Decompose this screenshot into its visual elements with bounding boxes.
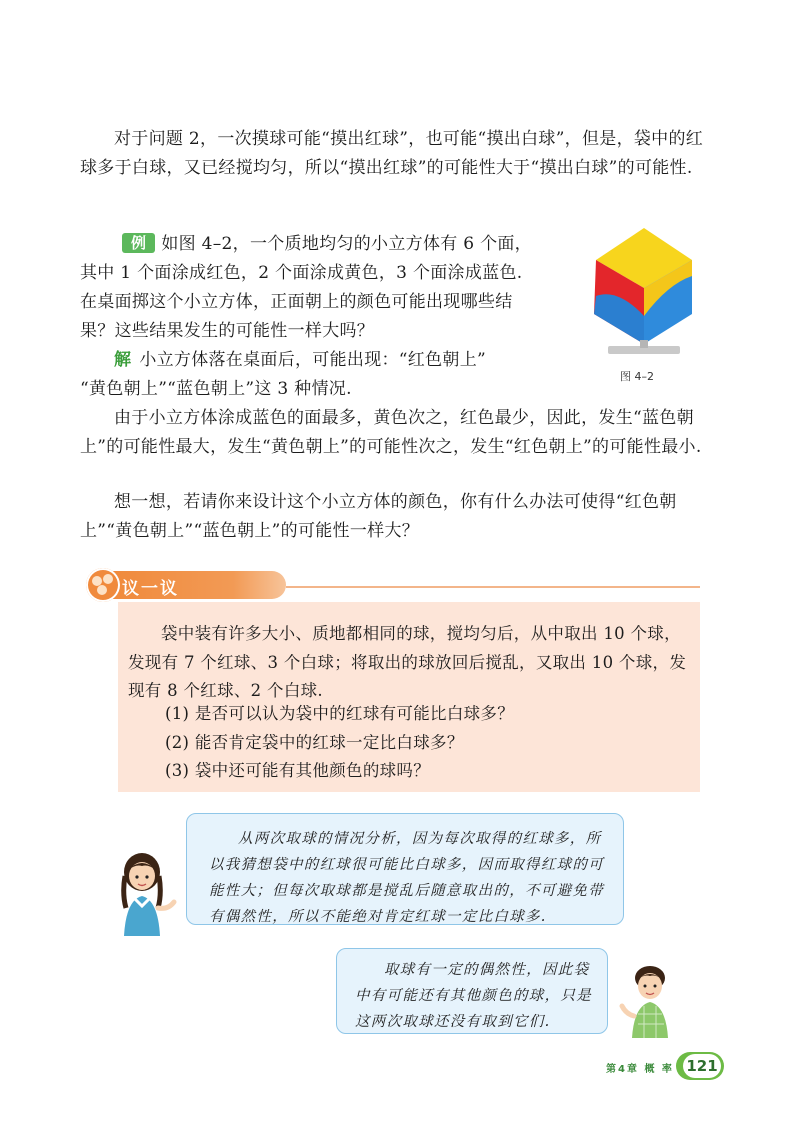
- boy-eye-right: [654, 985, 657, 988]
- speech-text-boy: 取球有一定的偶然性，因此袋中有可能还有其他颜色的球，只是这两次取球还没有取到它们.: [355, 962, 592, 1030]
- example-line-1: [80, 230, 585, 259]
- question-item-1: (1) 是否可以认为袋中的红球有可能比白球多？: [165, 704, 515, 723]
- footer-chapter: 第4章 概 率: [606, 1064, 674, 1075]
- solution-label: 解: [114, 350, 132, 370]
- question-list: [165, 700, 514, 786]
- girl-eye-right: [145, 875, 148, 878]
- cube-stand-post: [640, 340, 648, 348]
- girl-braid-left: [124, 876, 126, 908]
- paragraph-analysis: 由于小立方体涂成蓝色的面最多，黄色次之，红色最少，因此，发生“蓝色朝上”的可能性最大，发生“黄色朝上”的可能性次之，发生“红色朝上”的可能性最小.: [80, 408, 702, 457]
- girl-character: [112, 850, 178, 940]
- example-text-2: 其中 1 个面涂成红色，2 个面涂成黄色，3 个面涂成蓝色.: [80, 263, 523, 283]
- page-number: 121: [683, 1054, 721, 1078]
- discussion-divider: [286, 586, 700, 588]
- example-text-3: 在桌面掷这个小立方体，正面朝上的颜色可能出现哪些结: [80, 292, 513, 312]
- solution-line-1: [80, 346, 585, 375]
- boy-arm: [622, 1006, 634, 1016]
- speech-bubble-boy: [336, 948, 608, 1034]
- question-item-3: (3) 袋中还可能有其他颜色的球吗？: [165, 761, 431, 780]
- bubble-dot-icon: [97, 585, 107, 595]
- example-block: [80, 230, 585, 404]
- boy-character: [618, 962, 682, 1038]
- paragraph-think: 想一想，若请你来设计这个小立方体的颜色，你有什么办法可使得“红色朝上”“黄色朝上”“蓝色朝上”的可能性一样大？: [80, 492, 677, 541]
- discussion-header: [86, 568, 700, 602]
- bubble-dot-icon: [103, 574, 113, 584]
- solution-text-1: 小立方体落在桌面后，可能出现：“红色朝上”: [139, 350, 486, 370]
- example-text-1: 如图 4–2，一个质地均匀的小立方体有 6 个面，: [161, 234, 532, 254]
- discussion-icon: [86, 568, 120, 602]
- boy-body: [632, 1002, 668, 1038]
- speech-bubble-girl: [186, 813, 624, 925]
- cube-figure: [588, 226, 700, 356]
- paragraph-intro: 对于问题 2，一次摸球可能“摸出红球”，也可能“摸出白球”，但是，袋中的红球多于白球，又已经搅均匀，所以“摸出红球”的可能性大于“摸出白球”的可能性.: [80, 129, 704, 178]
- discussion-title: 议一议: [122, 579, 179, 599]
- discussion-text: 袋中装有许多大小、质地都相同的球，搅均匀后，从中取出 10 个球，发现有 7 个红球、3 个白球；将取出的球放回后搅乱，又取出 10 个球，发现有 8 个红球、2 个白球.: [128, 624, 687, 700]
- example-badge: 例: [122, 233, 155, 253]
- speech-text-girl: 从两次取球的情况分析，因为每次取得的红球多，所以我猜想袋中的红球很可能比白球多，因而取得红球的可能性大；但每次取球都是搅乱后随意取出的，不可避免带有偶然性，所以不能绝对肯定红球一定比白球多.: [209, 831, 604, 925]
- solution-text-2: “黄色朝上”“蓝色朝上”这 3 种情况.: [80, 379, 352, 399]
- boy-eye-left: [644, 985, 647, 988]
- example-text-4: 果？这些结果发生的可能性一样大吗？: [80, 321, 375, 341]
- girl-braid-right: [158, 876, 160, 908]
- figure-caption: 图 4–2: [620, 370, 654, 383]
- girl-body: [124, 896, 160, 936]
- girl-eye-left: [135, 875, 138, 878]
- question-item-2: (2) 能否肯定袋中的红球一定比白球多？: [165, 732, 464, 752]
